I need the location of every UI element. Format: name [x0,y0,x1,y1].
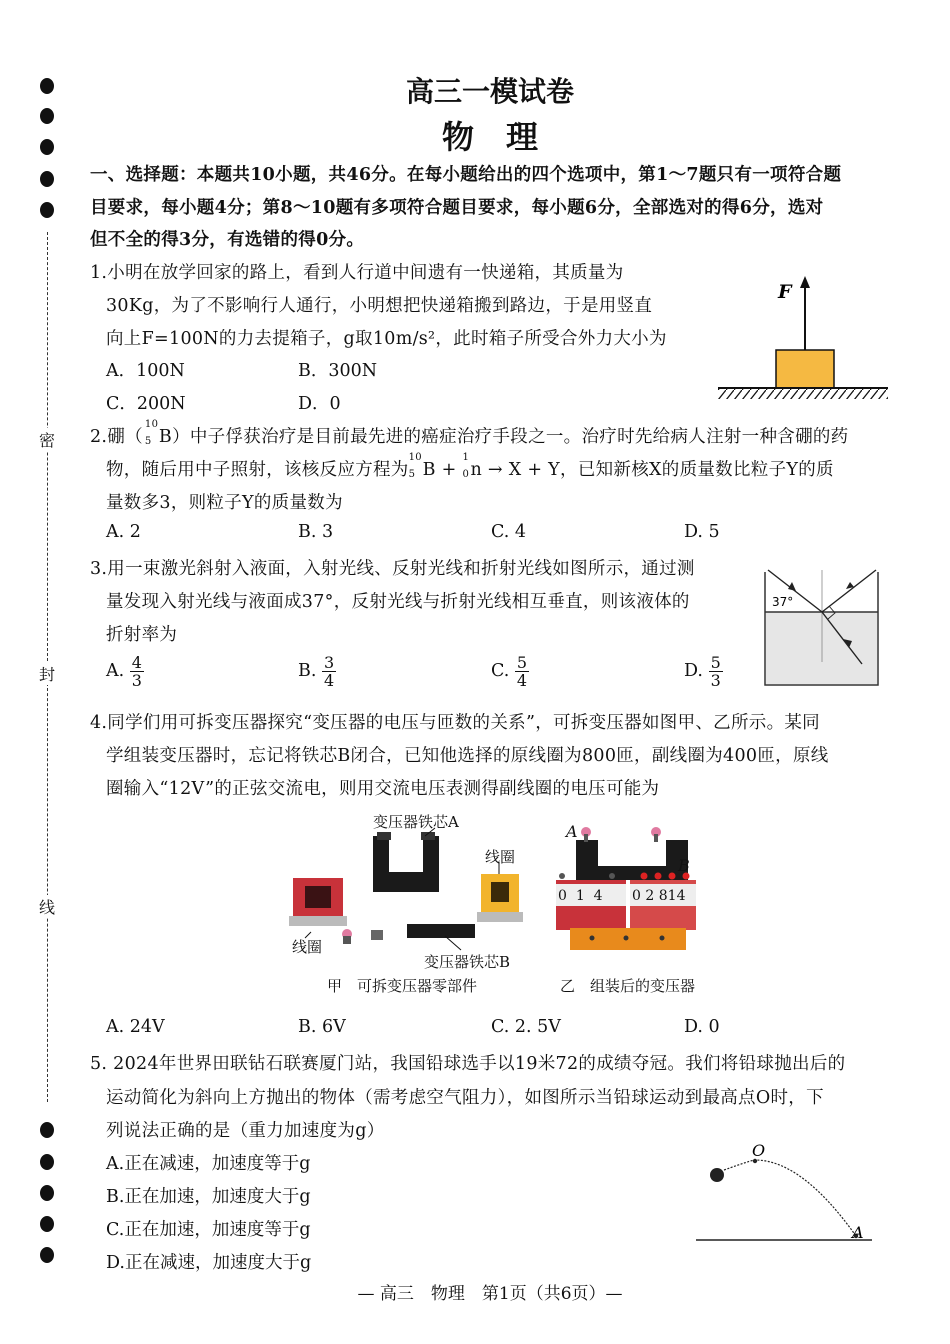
section-instruction-line: 一、选择题：本题共10小题，共46分。在每小题给出的四个选项中，第1～7题只有一项符合题 [90,165,842,185]
label-a-assembled: A [566,822,578,841]
binding-hole [40,1154,54,1170]
q3-option-a: A. $\frac{4}{3}$ [106,653,142,690]
yellow-coil-hole [491,882,509,902]
q1-option-c: C．200N [106,394,186,414]
terminal [655,873,662,880]
force-arrow-head [800,276,810,288]
q5-text-line: 运动简化为斜向上方抛出的物体（需考虑空气阻力），如图所示当铅球运动到最高点O时，下 [106,1088,824,1108]
shot-put-ball [710,1168,724,1182]
q3-text-line: 量发现入射光线与液面成37°，反射光线与折射光线相互垂直，则该液体的 [106,592,690,612]
q3-option-c: C. $\frac{5}{4}$ [491,653,528,690]
q4-option-b: B. 6V [298,1017,346,1037]
q5-option-d: D.正在减速，加速度大于g [106,1253,312,1273]
terminal [559,873,565,879]
q5-trajectory-figure [692,1138,878,1248]
binding-char-xian: 线 [39,895,55,918]
q2-text-line: 物，随后用中子照射，该核反应方程为 10 5 B + 1 0 n → X + Y，已知新核X的质量数比粒子Y的质 [106,452,834,480]
q2-option-d: D. 5 [684,522,720,542]
q4-text-line: 学组装变压器时，忘记将铁芯B闭合，已知他选择的原线圈为800匝，副线圈为400匝，原线 [106,746,829,766]
q4-text-line: 4.同学们用可拆变压器探究“变压器的电压与匝数的关系”，可拆变压器如图甲、乙所示。某同 [90,713,820,733]
core-a-cap [377,832,391,840]
q5-option-c: C.正在加速，加速度等于g [106,1220,311,1240]
terminal [609,873,615,879]
knob-left-stem [584,834,588,842]
ground-hatch [718,389,888,399]
q2-option-a: A. 2 [106,522,141,542]
scale-left: 0 1 4 [558,888,603,904]
terminal [641,873,648,880]
base-hole [660,936,665,941]
caption-yi: 乙 组装后的变压器 [560,977,696,995]
section-instruction-line: 但不全的得3分，有选错的得0分。 [90,230,365,250]
q2-option-c: C. 4 [491,522,527,542]
q1-text-line: 1.小明在放学回家的路上，看到人行道中间遗有一快递箱，其质量为 [90,263,624,283]
q4-option-c: C. 2. 5V [491,1017,561,1037]
label-b-assembled: B [678,856,690,875]
screw [371,930,383,940]
label-coil-2: 线圈 [485,848,516,866]
assembled-core-gap [598,840,666,866]
leader-b [445,936,461,950]
section-instruction-line: 目要求，每小题4分；第8～10题有多项符合题目要求，每小题6分，全部选对的得6分，选对 [90,198,824,218]
core-a-gap [389,836,423,872]
binding-char-feng: 封 [39,662,55,685]
subject-title: 物 理 [441,118,538,156]
exam-title: 高三一模试卷 [405,75,574,108]
q3-option-d: D. $\frac{5}{3}$ [684,653,721,690]
q1-option-a: A．100N [106,361,185,381]
binding-hole [40,1122,54,1138]
q1-box-figure [710,270,900,406]
parcel-box [776,350,834,388]
binding-char-mi: 密 [39,428,55,451]
red-coil-hole [305,886,331,908]
base-hole [590,936,595,941]
q5-option-a: A.正在减速，加速度等于g [106,1154,311,1174]
knob-right-stem [654,834,658,842]
q2-text-line: 2.硼（ 10 5 B）中子俘获治疗是目前最先进的癌症治疗手段之一。治疗时先给病人注射一种含硼的药 [90,419,849,447]
label-core-b: 变压器铁芯B [424,953,511,971]
q4-text-line: 圈输入“12V”的正弦交流电，则用交流电压表测得副线圈的电压可能为 [106,779,660,799]
yellow-coil-base [477,912,523,922]
force-label: F [778,281,792,303]
page-footer: — 高三 物理 第1页（共6页）— [357,1284,623,1304]
q4-parts-figure [285,808,535,973]
q2-option-b: B. 3 [298,522,334,542]
point-a-label: A [852,1223,864,1242]
label-coil-1: 线圈 [292,938,323,956]
q2-text-line: 量数多3，则粒子Y的质量数为 [106,493,343,513]
q4-option-a: A. 24V [106,1017,165,1037]
red-coil-base [289,916,347,926]
trajectory-curve [724,1160,856,1236]
binding-hole [40,1216,54,1232]
label-core-a: 变压器铁芯A [373,813,459,831]
binding-hole [40,1247,54,1263]
q4-option-d: D. 0 [684,1017,720,1037]
angle-label: 37° [772,595,794,609]
binding-hole [40,171,54,187]
binding-hole [40,1185,54,1201]
q3-option-b: B. $\frac{3}{4}$ [298,653,335,690]
base-hole [624,936,629,941]
terminal [669,873,676,880]
point-o-label: O [752,1141,766,1160]
q5-option-b: B.正在加速，加速度大于g [106,1187,311,1207]
q1-option-b: B．300N [298,361,378,381]
q3-text-line: 折射率为 [106,625,178,645]
caption-jia: 甲 可拆变压器零部件 [327,977,478,995]
reflected-ray [822,570,876,612]
q5-text-line: 5. 2024年世界田联钻石联赛厦门站，我国铅球选手以19米72的成绩夺冠。我们将铅球抛出后的 [90,1054,846,1074]
q1-text-line: 30Kg，为了不影响行人通行，小明想把快递箱搬到路边，于是用竖直 [106,296,653,316]
q3-refraction-figure [760,566,884,690]
q5-text-line: 列说法正确的是（重力加速度为g） [106,1121,385,1141]
q1-text-line: 向上F=100N的力去提箱子，g取10m/s²，此时箱子所受合外力大小为 [106,329,667,349]
knob-base [343,936,351,944]
liquid [766,612,877,684]
binding-hole [40,202,54,218]
q3-text-line: 3.用一束激光斜射入液面，入射光线、反射光线和折射光线如图所示，通过测 [90,559,695,579]
scale-right: 0 2 814 [632,888,686,904]
q1-option-d: D．0 [298,394,341,414]
core-b [407,924,475,938]
